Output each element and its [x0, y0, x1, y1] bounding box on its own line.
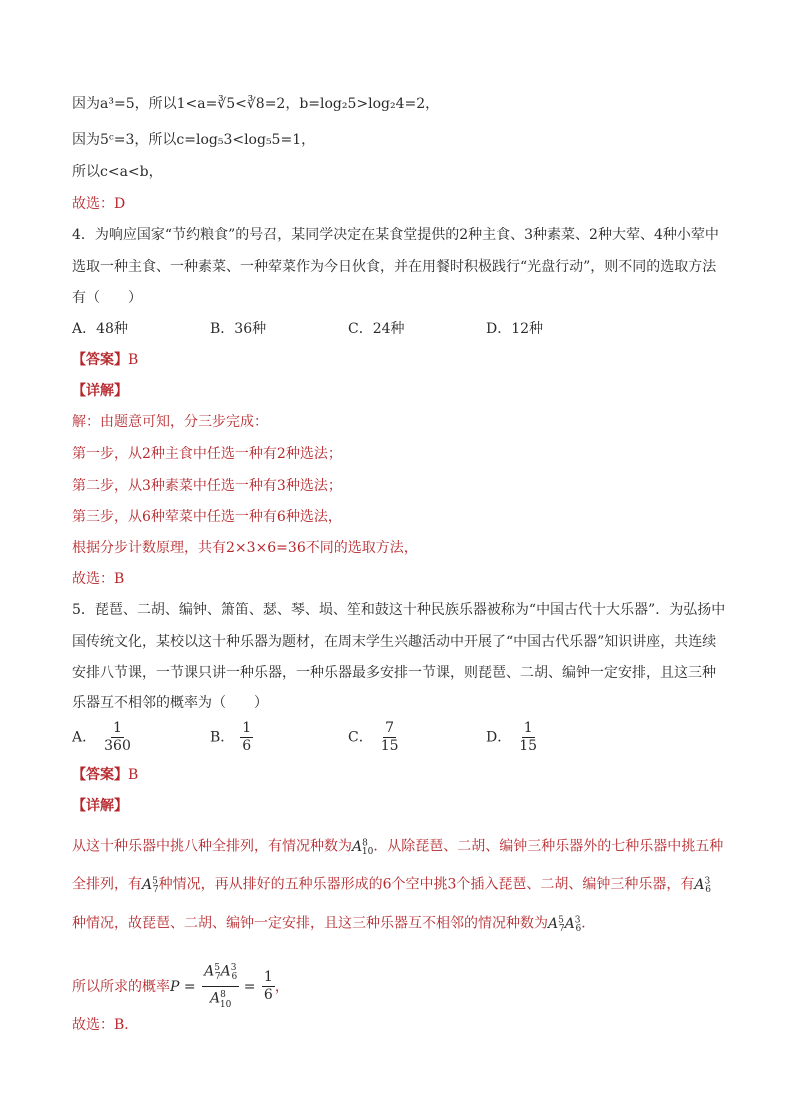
q5-option-b-denominator: 6 — [242, 738, 252, 754]
q5-stem-line-3 — [72, 663, 716, 683]
q5-choice-text: 故选：B． — [72, 1017, 139, 1033]
q5-solution-line-2 — [72, 871, 711, 900]
q5-option-a-label: A． — [72, 729, 97, 746]
q5-option-d-denominator: 15 — [519, 738, 538, 754]
q5-stem-line-3-text: 安排八节课，一节课只讲一种乐器，一种乐器最多安排一节课，则琵琶、二胡、编钟一定安排，且这三种 — [72, 665, 716, 681]
q5-option-b-label: B． — [210, 729, 235, 746]
q4-option-c: C．24种 — [348, 321, 405, 337]
q4-answer-row — [72, 350, 138, 370]
q4-stem-line-3 — [72, 288, 142, 308]
q5-stem-line-2-text: 国传统文化，某校以这十种乐器为题材，在周末学生兴趣活动中开展了“中国古代乐器”知识讲座，共连续 — [72, 634, 717, 650]
q5-solution-line-4-text-b: ， — [274, 978, 289, 995]
q5-solution-line-4-text-a: 所以所求的概率 — [72, 978, 170, 995]
q5-option-c-denominator: 15 — [380, 738, 399, 754]
answer-label: 【答案】 — [72, 767, 128, 783]
q4-solution-line-2-text: 第一步，从2种主食中任选一种有2种选法； — [72, 446, 342, 462]
q4-solution-line-1-text: 解：由题意可知，分三步完成： — [72, 414, 268, 430]
q5-option-a-fraction — [102, 720, 133, 755]
q5-answer-row — [72, 765, 138, 785]
q5-option-c — [348, 720, 401, 755]
q5-option-c-numerator: 7 — [385, 720, 395, 736]
q3-line-3-text: 所以c<a<b， — [72, 164, 163, 180]
q4-solution-line-5-text: 根据分步计数原理，共有2×3×6=36不同的选取方法， — [72, 540, 418, 556]
q5-solution-line-3 — [72, 910, 595, 939]
q3-line-2-text: 因为5ᶜ=3，所以c=log₅3<log₅5=1， — [72, 132, 316, 148]
q3-choice-text: 故选：D — [72, 196, 126, 212]
q5-stem-line-4-text: 乐器互不相邻的概率为（ ） — [72, 695, 268, 711]
q4-option-b: B．36种 — [210, 321, 267, 337]
answer-label: 【答案】 — [72, 352, 128, 368]
q4-solution-line-6-text: 故选：B — [72, 571, 125, 587]
q5-stem-line-1 — [72, 600, 725, 620]
detail-label: 【详解】 — [72, 383, 128, 399]
q4-solution-line-6 — [72, 569, 124, 589]
q4-option-a: A．48种 — [72, 321, 128, 337]
q5-solution-line-2-text-a: 全排列，有 — [72, 876, 142, 893]
q4-solution-line-3-text: 第二步，从3种素菜中任选一种有3种选法； — [72, 478, 342, 494]
q5-solution-line-1-text-b: ．从除琵琶、二胡、编钟三种乐器外的七种乐器中挑五种 — [373, 838, 724, 855]
q5-detail-label-row — [72, 796, 128, 816]
q5-option-d-fraction — [517, 720, 539, 755]
q5-option-d — [486, 720, 539, 755]
probability-formula: P = $\frac{A^5_7A^3_6}{A^8_{10}}$ = $\frac{1}{6}$ — [170, 979, 275, 995]
perm-a7-5: $A^5_7$ — [142, 876, 159, 896]
q4-stem-line-1 — [72, 225, 719, 245]
q5-solution-line-3-text-a: 种情况，故琵琶、二胡、编钟一定安排，且这三种乐器互不相邻的情况种数为 — [72, 915, 548, 932]
perm-product: $A^5_7A^3_6$ — [548, 915, 582, 935]
q3-line-1 — [72, 94, 439, 114]
q5-option-c-label: C． — [348, 729, 373, 746]
q4-solution-line-1 — [72, 412, 268, 432]
q5-choice — [72, 1015, 138, 1035]
q5-option-a-denominator: 360 — [104, 738, 131, 754]
detail-label: 【详解】 — [72, 798, 128, 814]
q5-option-a-numerator: 1 — [113, 720, 122, 736]
q4-option-d: D．12种 — [486, 321, 544, 337]
q5-option-a — [72, 720, 133, 755]
q5-option-b — [210, 720, 253, 755]
q5-solution-line-3-text-b: ． — [581, 915, 596, 932]
q5-stem-line-2 — [72, 632, 716, 652]
q5-option-b-numerator: 1 — [242, 720, 252, 736]
q5-solution-line-4 — [72, 960, 289, 1014]
q5-solution-line-2-text-b: 种情况，再从排好的五种乐器形成的6个空中挑3个插入琵琶、二胡、编钟三种乐器，有 — [158, 876, 695, 893]
q5-solution-line-1-text-a: 从这十种乐器中挑八种全排列，有情况种数为 — [72, 838, 352, 855]
q3-line-2 — [72, 130, 315, 150]
q4-detail-label-row — [72, 381, 128, 401]
q5-option-b-fraction — [240, 720, 253, 755]
q3-line-1-text: 因为a³=5，所以1<a=∛5<∛8=2，b=log₂5>log₂4=2， — [72, 96, 440, 112]
q5-option-c-fraction — [379, 720, 401, 755]
q4-solution-line-4-text: 第三步，从6种荤菜中任选一种有6种选法， — [72, 509, 342, 525]
q4-stem-line-2-text: 选取一种主食、一种素菜、一种荤菜作为今日伙食，并在用餐时积极践行“光盘行动”，则不同的选取方法 — [72, 259, 717, 275]
q4-solution-line-4 — [72, 507, 342, 527]
q5-stem-line-4 — [72, 693, 268, 713]
q4-stem-line-1-text: 4．为响应国家“节约粮食”的号召，某同学决定在某食堂提供的2种主食、3种素菜、2种大荤、4种小荤中 — [72, 227, 719, 243]
q4-solution-line-5 — [72, 538, 418, 558]
q3-choice — [72, 194, 125, 214]
q5-option-d-numerator: 1 — [523, 720, 533, 736]
q5-stem-line-1-text: 5．琵琶、二胡、编钟、箫笛、瑟、琴、埙、笙和鼓这十种民族乐器被称为“中国古代十大乐器”．为弘扬中 — [72, 602, 726, 618]
perm-a6-3: $A^3_6$ — [694, 876, 711, 896]
q3-line-3 — [72, 162, 163, 182]
q4-stem-line-3-text: 有（ ） — [72, 290, 142, 306]
q5-option-d-label: D． — [486, 729, 512, 746]
q4-answer-value: B — [128, 352, 139, 368]
q4-stem-line-2 — [72, 257, 716, 277]
q4-solution-line-3 — [72, 476, 342, 496]
perm-a10-8: $A^8_{10}$ — [352, 838, 374, 858]
q5-solution-line-1 — [72, 833, 723, 862]
q5-answer-value: B — [128, 767, 139, 783]
q4-solution-line-2 — [72, 444, 342, 464]
